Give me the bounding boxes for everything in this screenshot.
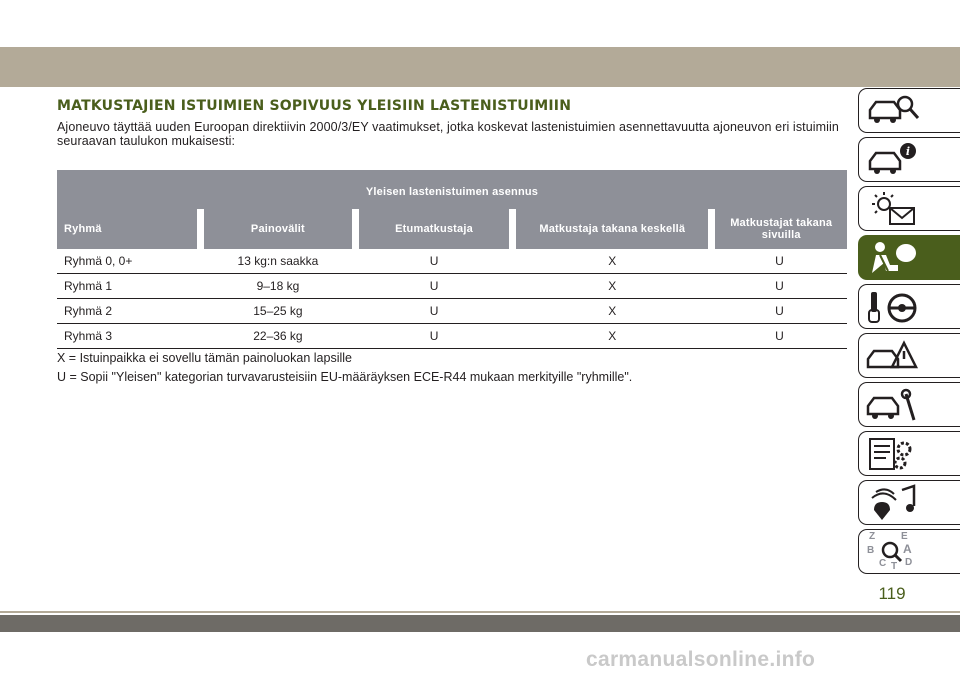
cell-group: Ryhmä 2 [57,299,200,324]
table-row [57,249,847,274]
cell-weight: 22–36 kg [200,324,355,349]
tab-index[interactable] [858,529,960,574]
tab-multimedia[interactable] [858,480,960,525]
multimedia-icon [866,484,922,522]
warning-light-message-icon [866,190,922,228]
table-row [57,324,847,349]
index-letter: A [903,542,912,556]
cell-front: U [355,274,512,299]
index-letter: D [905,557,913,568]
cell-rear-center: X [513,274,712,299]
car-emergency-icon [866,337,922,375]
cell-weight: 13 kg:n saakka [200,249,355,274]
section-title: MATKUSTAJIEN ISTUIMIEN SOPIVUUS YLEISIIN LASTENISTUIMIIN [57,98,572,114]
cell-weight: 9–18 kg [200,274,355,299]
column-header-front-passenger: Etumatkustaja [355,209,512,249]
cell-front: U [355,324,512,349]
cell-rear-center: X [513,299,712,324]
index-letter: B [867,545,875,556]
column-header-rear-center: Matkustaja takana keskellä [513,209,712,249]
page-number: 119 [878,584,906,603]
table-row [57,274,847,299]
note-u: U = Sopii "Yleisen" kategorian turvavarusteisiin EU-määräyksen ECE-R44 mukaan merkityille "ryhmille". [57,370,633,384]
tab-safety[interactable] [858,235,960,280]
cell-rear-sides: U [712,274,847,299]
cell-group: Ryhmä 3 [57,324,200,349]
cell-rear-sides: U [712,299,847,324]
index-letter: Z [869,531,876,542]
column-header-rear-sides: Matkustajat takana sivuilla [712,209,847,249]
key-steering-wheel-icon [866,288,922,326]
cell-weight: 15–25 kg [200,299,355,324]
cell-rear-center: X [513,249,712,274]
top-band [0,47,960,87]
index-letter: C [879,558,887,569]
car-wrench-icon [866,386,922,424]
bottom-band [0,615,960,632]
note-x: X = Istuinpaikka ei sovellu tämän painoluokan lapsille [57,351,352,365]
specifications-gear-icon [866,435,922,473]
tab-starting-driving[interactable] [858,284,960,329]
cell-group: Ryhmä 1 [57,274,200,299]
tab-car-info[interactable] [858,137,960,182]
cell-front: U [355,299,512,324]
index-letter: E [901,531,908,542]
car-info-icon [866,141,922,179]
tab-servicing[interactable] [858,382,960,427]
child-seat-table [57,170,847,349]
tab-technical-specifications[interactable] [858,431,960,476]
tab-emergency[interactable] [858,333,960,378]
tab-car-search[interactable] [858,88,960,133]
legend-notes [57,349,632,387]
watermark: carmanualsonline.info [586,648,816,671]
index-letter: T [891,561,898,572]
cell-group: Ryhmä 0, 0+ [57,249,200,274]
intro-paragraph: Ajoneuvo täyttää uuden Euroopan direktiivin 2000/3/EY vaatimukset, jotka koskevat lastenistuimien asennettavuutta ajoneuvon eri istuimiin seuraavan taulukon mukaisesti: [57,120,839,148]
column-header-group: Ryhmä [57,209,200,249]
cell-rear-sides: U [712,249,847,274]
table-group-header: Yleisen lastenistuimen asennus [57,170,847,209]
svg-text:i: i [905,145,911,158]
passenger-airbag-icon [866,239,922,277]
bottom-divider [0,611,960,613]
cell-rear-center: X [513,324,712,349]
main-content [57,98,847,384]
column-header-weight: Painovälit [200,209,355,249]
cell-rear-sides: U [712,324,847,349]
car-search-icon [866,92,922,130]
cell-front: U [355,249,512,274]
table-row [57,299,847,324]
tab-warning-lights[interactable] [858,186,960,231]
